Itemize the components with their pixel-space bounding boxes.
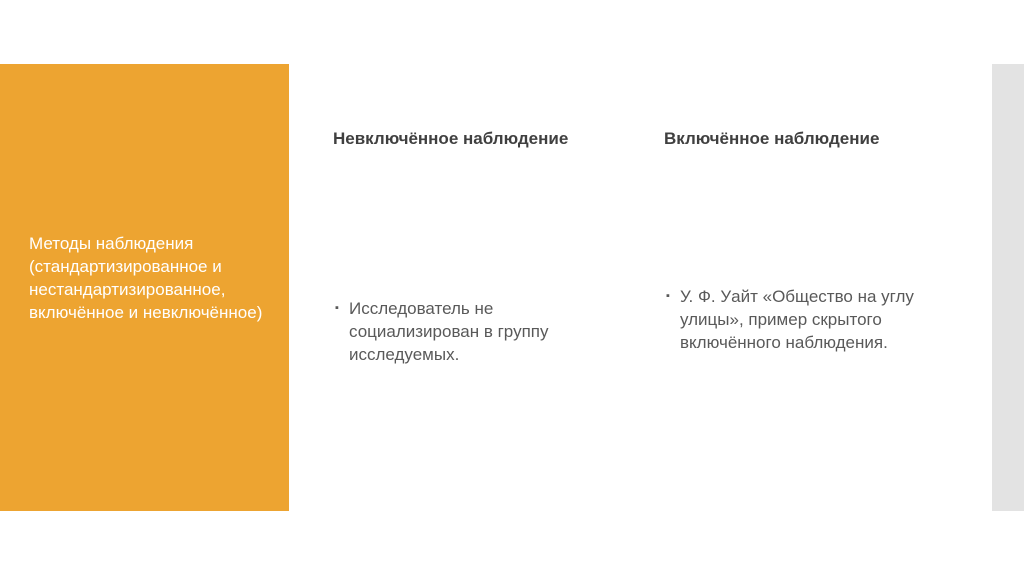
bullet-square-icon: ▪ — [335, 302, 339, 314]
bullet-text: Исследователь не социализирован в группу исследуемых. — [349, 299, 549, 364]
bullet-text: У. Ф. Уайт «Общество на углу улицы», пример скрытого включённого наблюдения. — [680, 287, 914, 352]
slide-title: Методы наблюдения (стандартизированное и нестандартизированное, включённое и невключённое) — [29, 234, 263, 322]
bullet-square-icon: ▪ — [666, 290, 670, 302]
column-heading-participant: Включённое наблюдение — [664, 129, 880, 148]
side-strip — [992, 64, 1024, 511]
bullet-item-non-participant — [335, 297, 605, 377]
column-heading-non-participant: Невключённое наблюдение — [333, 129, 569, 148]
bullet-item-participant — [666, 285, 926, 385]
